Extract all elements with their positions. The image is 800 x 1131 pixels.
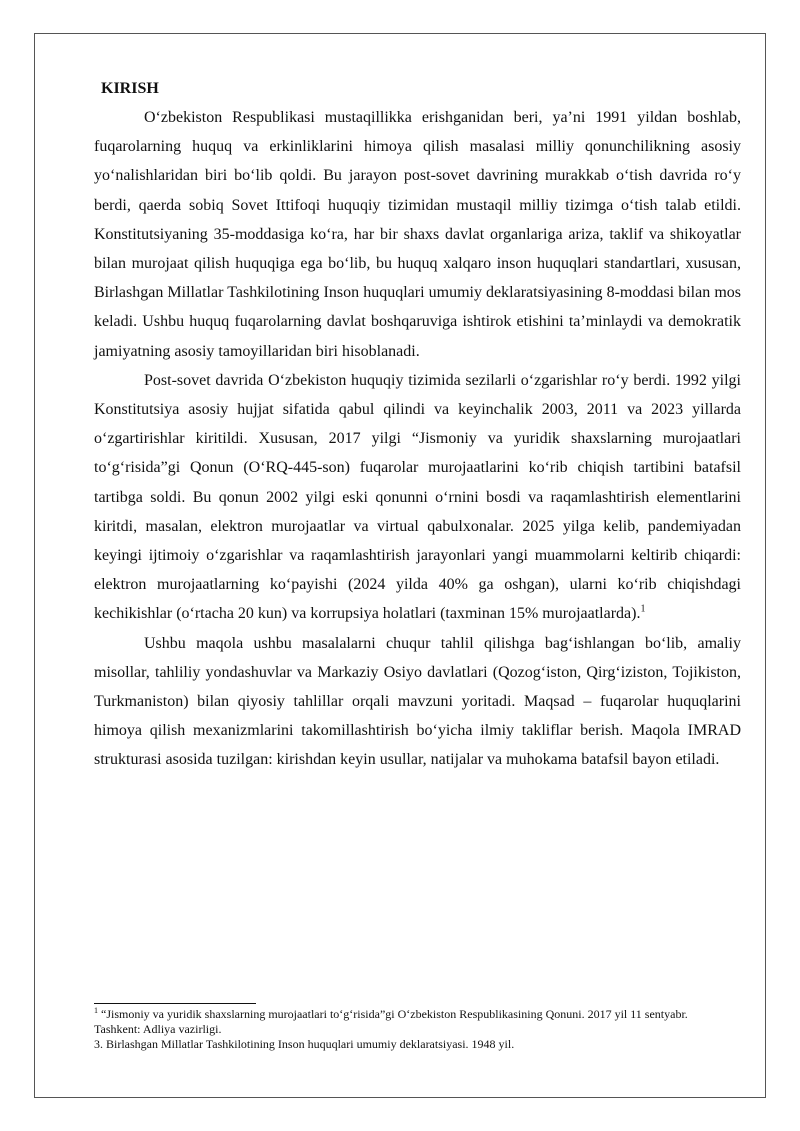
footnote-2 bbox=[94, 1037, 734, 1052]
paragraph-2 bbox=[94, 366, 741, 629]
footnote-separator bbox=[94, 1003, 256, 1004]
footnote-1 bbox=[94, 1007, 734, 1037]
document-body bbox=[94, 74, 741, 775]
paragraph-3: Ushbu maqola ushbu masalalarni chuqur tahlil qilishga bag‘ishlangan bo‘lib, amaliy misollar, tahliliy yondashuvlar va Markaziy Osiyo davlatlari (Qozog‘iston, Qirg‘iziston, Tojikiston, Turkmaniston) bilan qiyosiy tahlillar orqali mavzuni yoritadi. Maqsad – fuqarolar huquqlarini himoya qilish mexanizmlarini takomillashtirish bo‘yicha ilmiy takliflar berish. Maqola IMRAD strukturasi asosida tuzilgan: kirishdan keyin usullar, natijalar va muhokama batafsil bayon etiladi. bbox=[94, 634, 741, 769]
footnote-reference[interactable]: 1 bbox=[640, 604, 646, 616]
paragraph-1: O‘zbekiston Respublikasi mustaqillikka erishganidan beri, ya’ni 1991 yildan boshlab, fuqarolarning huquq va erkinliklarini himoya qilish masalasi milliy qonunchilikning asosiy yo‘nalishlaridan biri bo‘lib qoldi. Bu jarayon post-sovet davrining murakkab o‘tish davrida ro‘y berdi, qaerda sobiq Sovet Ittifoqi huquqiy tizimidan mustaqil milliy tizimga o‘tish talab etildi. Konstitutsiyaning 35-moddasiga ko‘ra, har bir shaxs davlat organlariga ariza, taklif va shikoyatlar bilan murojaat qilish huquqiga ega bo‘lib, bu huquq xalqaro inson huquqlari standartlari, xususan, Birlashgan Millatlar Tashkilotining Inson huquqlari umumiy deklaratsiyasining 8-moddasi bilan mos keladi. Ushbu huquq fuqarolarning davlat boshqaruviga ishtirok etishini ta’minlaydi va demokratik jamiyatning asosiy tamoyillaridan biri hisoblanadi. bbox=[94, 109, 741, 360]
footnote-1-mark: 1 bbox=[94, 1006, 98, 1015]
section-heading: KIRISH bbox=[101, 80, 159, 97]
footnote-2-text: 3. Birlashgan Millatlar Tashkilotining Inson huquqlari umumiy deklaratsiyasi. 1948 yil. bbox=[94, 1037, 515, 1051]
footnotes bbox=[94, 1007, 734, 1052]
paragraph-2-text: Post-sovet davrida O‘zbekiston huquqiy tizimida sezilarli o‘zgarishlar ro‘y berdi. 1992 yilgi Konstitutsiya asosiy hujjat sifatida qabul qilindi va keyinchalik 2003, 2011 va 2023 yillarda o‘zgartirishlar kiritildi. Xususan, 2017 yilgi “Jismoniy va yuridik shaxslarning murojaatlari to‘g‘risida”gi Qonun (O‘RQ-445-son) fuqarolar murojaatlarini ko‘rib chiqish tartibini batafsil tartibga soldi. Bu qonun 2002 yilgi eski qonunni o‘rnini bosdi va raqamlashtirish elementlarini kiritdi, masalan, elektron murojaatlar va virtual qabulxonalar. 2025 yilga kelib, pandemiyadan keyingi ijtimoiy o‘zgarishlar va raqamlashtirish jarayonlari yangi muammolarni keltirib chiqardi: elektron murojaatlarning ko‘payishi (2024 yilda 40% ga oshgan), ularni ko‘rib chiqishdagi kechikishlar (o‘rtacha 20 kun) va korrupsiya holatlari (taxminan 15% murojaatlarda). bbox=[94, 371, 741, 623]
footnote-1-text: “Jismoniy va yuridik shaxslarning murojaatlari to‘g‘risida”gi O‘zbekiston Respublikasining Qonuni. 2017 yil 11 sentyabr. Tashkent: Adliya vazirligi. bbox=[94, 1007, 688, 1036]
